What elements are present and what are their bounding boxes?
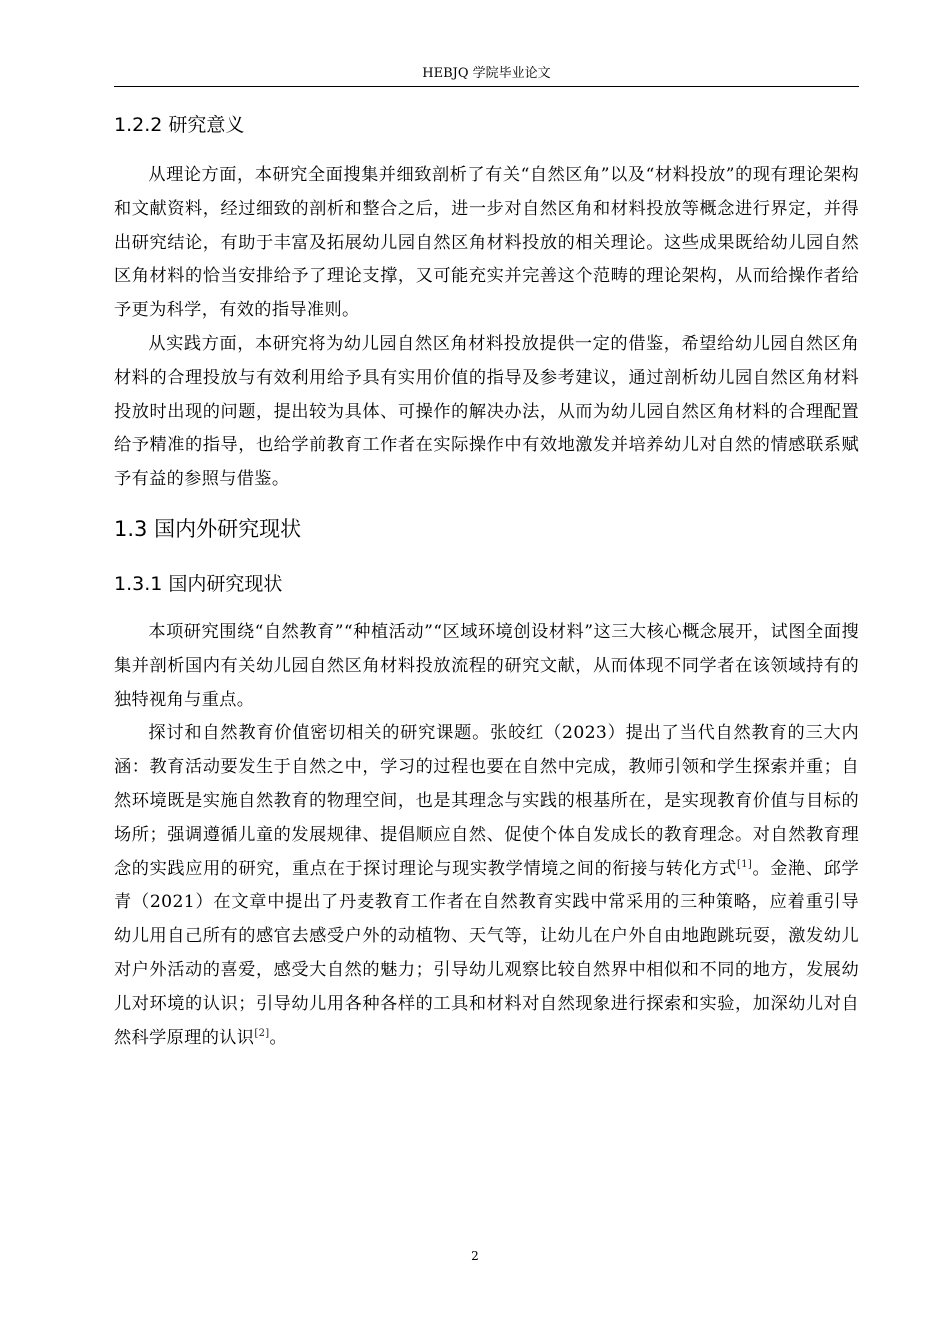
citation-ref-2[interactable]: [2] [254,1027,270,1039]
page-number: 2 [471,1249,479,1263]
paragraph-core-concepts: 本项研究围绕“自然教育”“种植活动”“区域环境创设材料”这三大核心概念展开，试图全面搜集并剖析国内有关幼儿园自然区角材料投放流程的研究文献，从而体现不同学者在该领域持有的独特视角与重点。 [114,621,859,710]
section-heading-1-3-1: 1.3.1 国内研究现状 [114,572,283,595]
section-heading-1-3: 1.3 国内外研究现状 [114,516,302,541]
paragraph-natural-education [114,717,859,1055]
header-rule [114,86,859,87]
page-header-title: HEBJQ 学院毕业论文 [422,66,551,81]
page-body [114,110,859,1055]
paragraph-text-part-3: 。 [269,1027,288,1048]
paragraph-theory: 从理论方面，本研究全面搜集并细致剖析了有关“自然区角”以及“材料投放”的现有理论架构和文献资料，经过细致的剖析和整合之后，进一步对自然区角和材料投放等概念进行界定，并得出研究结论，有助于丰富及拓展幼儿园自然区角材料投放的相关理论。这些成果既给幼儿园自然区角材料的恰当安排给予了理论支撑，又可能充实并完善这个范畴的理论架构，从而给操作者给予更为科学，有效的指导准则。 [114,165,859,321]
paragraph-text-part-1: 探讨和自然教育价值密切相关的研究课题。张皎红（2023）提出了当代自然教育的三大内涵：教育活动要发生于自然之中，学习的过程也要在自然中完成，教师引领和学生探索并重；自然环境既是实施自然教育的物理空间，也是其理念与实践的根基所在，是实现教育价值与目标的场所；强调遵循儿童的发展规律、提倡顺应自然、促使个体自发成长的教育理念。对自然教育理念的实践应用的研究，重点在于探讨理论与现实教学情境之间的衔接与转化方式 [114,723,859,879]
section-heading-1-2-2: 1.2.2 研究意义 [114,114,245,136]
paragraph-text-part-2: 。金滟、邱学青（2021）在文章中提出了丹麦教育工作者在自然教育实践中常采用的三种策略，应着重引导幼儿用自己所有的感官去感受户外的动植物、天气等，让幼儿在户外自由地跑跳玩耍，激发幼儿对户外活动的喜爱，感受大自然的魅力；引导幼儿观察比较自然界中相似和不同的地方，发展幼儿对环境的认识；引导幼儿用各种各样的工具和材料对自然现象进行探索和实验，加深幼儿对自然科学原理的认识 [114,858,859,1048]
citation-ref-1[interactable]: [1] [736,858,753,870]
paragraph-practice: 从实践方面，本研究将为幼儿园自然区角材料投放提供一定的借鉴，希望给幼儿园自然区角材料的合理投放与有效利用给予具有实用价值的指导及参考建议，通过剖析幼儿园自然区角材料投放时出现的问题，提出较为具体、可操作的解决办法，从而为幼儿园自然区角材料的合理配置给予精准的指导，也给学前教育工作者在实际操作中有效地激发并培养幼儿对自然的情感联系赋予有益的参照与借鉴。 [114,333,859,490]
